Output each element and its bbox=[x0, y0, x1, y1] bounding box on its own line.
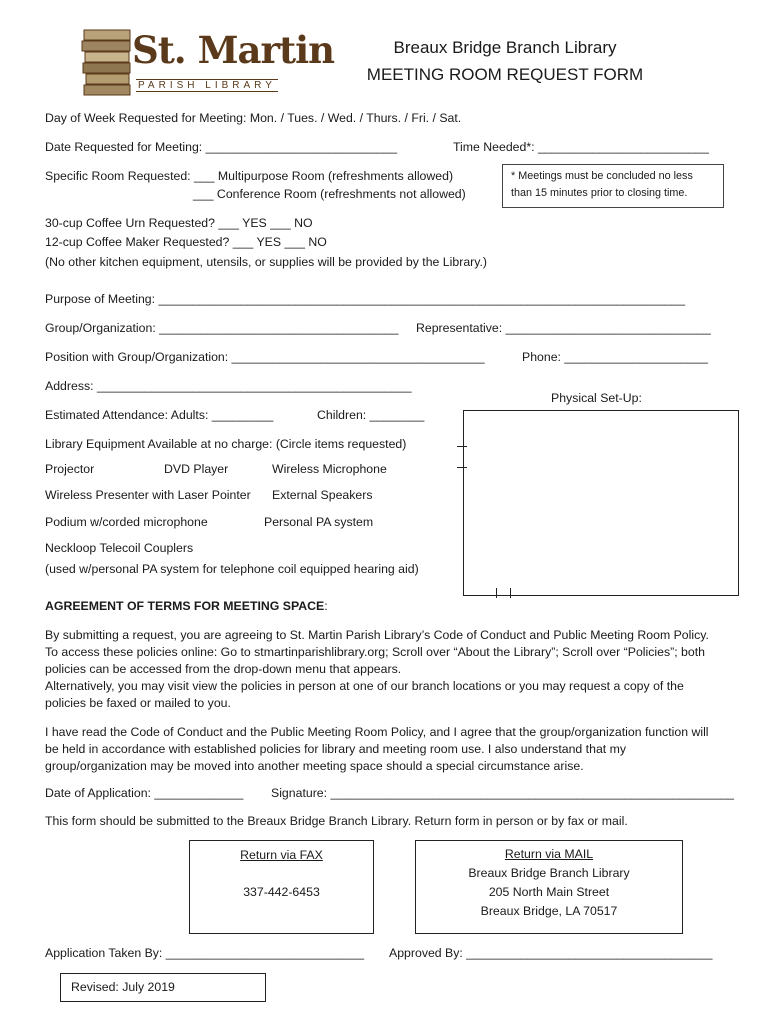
return-fax-title: Return via FAX bbox=[240, 848, 323, 862]
page-title-form: MEETING ROOM REQUEST FORM bbox=[366, 65, 644, 84]
room-multipurpose-option[interactable]: Specific Room Requested: ___ Multipurpose Room (refreshments allowed) bbox=[45, 169, 454, 183]
date-of-application-field[interactable]: Date of Application: _____________ bbox=[45, 786, 244, 800]
equipment-dvd-player[interactable]: DVD Player bbox=[164, 462, 229, 476]
mark-line bbox=[457, 446, 467, 447]
agreement-heading-colon: : bbox=[324, 599, 328, 613]
agreement-heading-text: AGREEMENT OF TERMS FOR MEETING SPACE bbox=[45, 599, 325, 613]
signature-field[interactable]: Signature: ___________________________________________________________ bbox=[271, 786, 734, 800]
day-of-week-field[interactable]: Day of Week Requested for Meeting: Mon. / Tues. / Wed. / Thurs. / Fri. / Sat. bbox=[45, 111, 462, 125]
return-fax-number: 337-442-6453 bbox=[243, 885, 320, 899]
note-line-2: than 15 minutes prior to closing time. bbox=[511, 187, 688, 199]
mark-line bbox=[496, 588, 497, 598]
equipment-neckloop[interactable]: Neckloop Telecoil Couplers bbox=[45, 541, 194, 555]
equipment-speakers[interactable]: External Speakers bbox=[272, 488, 373, 502]
application-taken-by-field[interactable]: Application Taken By: _____________________________ bbox=[45, 946, 365, 960]
mark-line bbox=[457, 467, 467, 468]
revised-date: Revised: July 2019 bbox=[71, 980, 175, 994]
logo-subtitle: PARISH LIBRARY bbox=[138, 80, 276, 91]
return-mail-line-3: Breaux Bridge, LA 70517 bbox=[480, 904, 618, 918]
representative-field[interactable]: Representative: ______________________________ bbox=[416, 321, 711, 335]
group-field[interactable]: Group/Organization: ___________________________________ bbox=[45, 321, 399, 335]
date-requested-field[interactable]: Date Requested for Meeting: ____________________________ bbox=[45, 140, 398, 154]
attendance-children-field[interactable]: Children: ________ bbox=[317, 408, 425, 422]
physical-setup-box[interactable] bbox=[463, 410, 739, 596]
equipment-pa-system[interactable]: Personal PA system bbox=[264, 515, 374, 529]
attendance-adults-field[interactable]: Estimated Attendance: Adults: _________ bbox=[45, 408, 274, 422]
return-mail-title: Return via MAIL bbox=[504, 847, 594, 861]
agreement-paragraph-2: Alternatively, you may visit view the policies in person at one of our branch locations or you may request a copy of the policies be faxed or mailed to you. bbox=[45, 679, 684, 710]
room-conference-option[interactable]: ___ Conference Room (refreshments not allowed) bbox=[193, 187, 466, 201]
address-field[interactable]: Address: ______________________________________________ bbox=[45, 379, 412, 393]
coffee-urn-field[interactable]: 30-cup Coffee Urn Requested? ___ YES ___ NO bbox=[45, 216, 313, 230]
equipment-presenter[interactable]: Wireless Presenter with Laser Pointer bbox=[45, 488, 251, 502]
submit-note: This form should be submitted to the Breaux Bridge Branch Library. Return form in person or by fax or mail. bbox=[45, 814, 628, 828]
mark-line bbox=[510, 588, 511, 598]
agreement-heading bbox=[45, 599, 328, 613]
return-mail-line-2: 205 North Main Street bbox=[488, 885, 610, 899]
phone-field[interactable]: Phone: _____________________ bbox=[522, 350, 709, 364]
revised-date-box bbox=[60, 973, 266, 1002]
agreement-paragraph-1: By submitting a request, you are agreeing to St. Martin Parish Library’s Code of Conduct and Public Meeting Room Policy. To access these policies online: Go to stmartinparishlibrary.org; Scroll over “About the Library”; Scroll over “Policies”; both policies can be accessed from the drop-down menu that appears. bbox=[45, 628, 709, 676]
equipment-heading: Library Equipment Available at no charge: (Circle items requested) bbox=[45, 437, 407, 451]
return-mail-box bbox=[415, 840, 683, 934]
equipment-podium[interactable]: Podium w/corded microphone bbox=[45, 515, 208, 529]
kitchen-note: (No other kitchen equipment, utensils, or supplies will be provided by the Library.) bbox=[45, 255, 487, 269]
coffee-maker-field[interactable]: 12-cup Coffee Maker Requested? ___ YES ___ NO bbox=[45, 235, 327, 249]
physical-setup-label: Physical Set-Up: bbox=[551, 391, 642, 405]
time-needed-field[interactable]: Time Needed*: _________________________ bbox=[453, 140, 709, 154]
library-logo bbox=[80, 26, 335, 98]
closing-time-note bbox=[502, 164, 724, 208]
return-fax-box bbox=[189, 840, 374, 934]
equipment-projector[interactable]: Projector bbox=[45, 462, 95, 476]
return-mail-line-1: Breaux Bridge Branch Library bbox=[468, 866, 630, 880]
page-title-branch: Breaux Bridge Branch Library bbox=[393, 38, 617, 57]
logo-title: St. Martin bbox=[132, 28, 335, 72]
approved-by-field[interactable]: Approved By: ____________________________________ bbox=[389, 946, 713, 960]
position-field[interactable]: Position with Group/Organization: _____________________________________ bbox=[45, 350, 485, 364]
equipment-wireless-mic[interactable]: Wireless Microphone bbox=[272, 462, 387, 476]
note-line-1: * Meetings must be concluded no less bbox=[511, 170, 693, 182]
purpose-field[interactable]: Purpose of Meeting: _____________________________________________________________________________ bbox=[45, 292, 686, 306]
equipment-neckloop-note: (used w/personal PA system for telephone coil equipped hearing aid) bbox=[45, 562, 419, 576]
agreement-paragraph-3: I have read the Code of Conduct and the Public Meeting Room Policy, and I agree that the group/organization function will be held in accordance with established policies for library and meeting room use. I also understand that my group/organization may be moved into another meeting space should a special circumstance arise. bbox=[45, 725, 709, 773]
